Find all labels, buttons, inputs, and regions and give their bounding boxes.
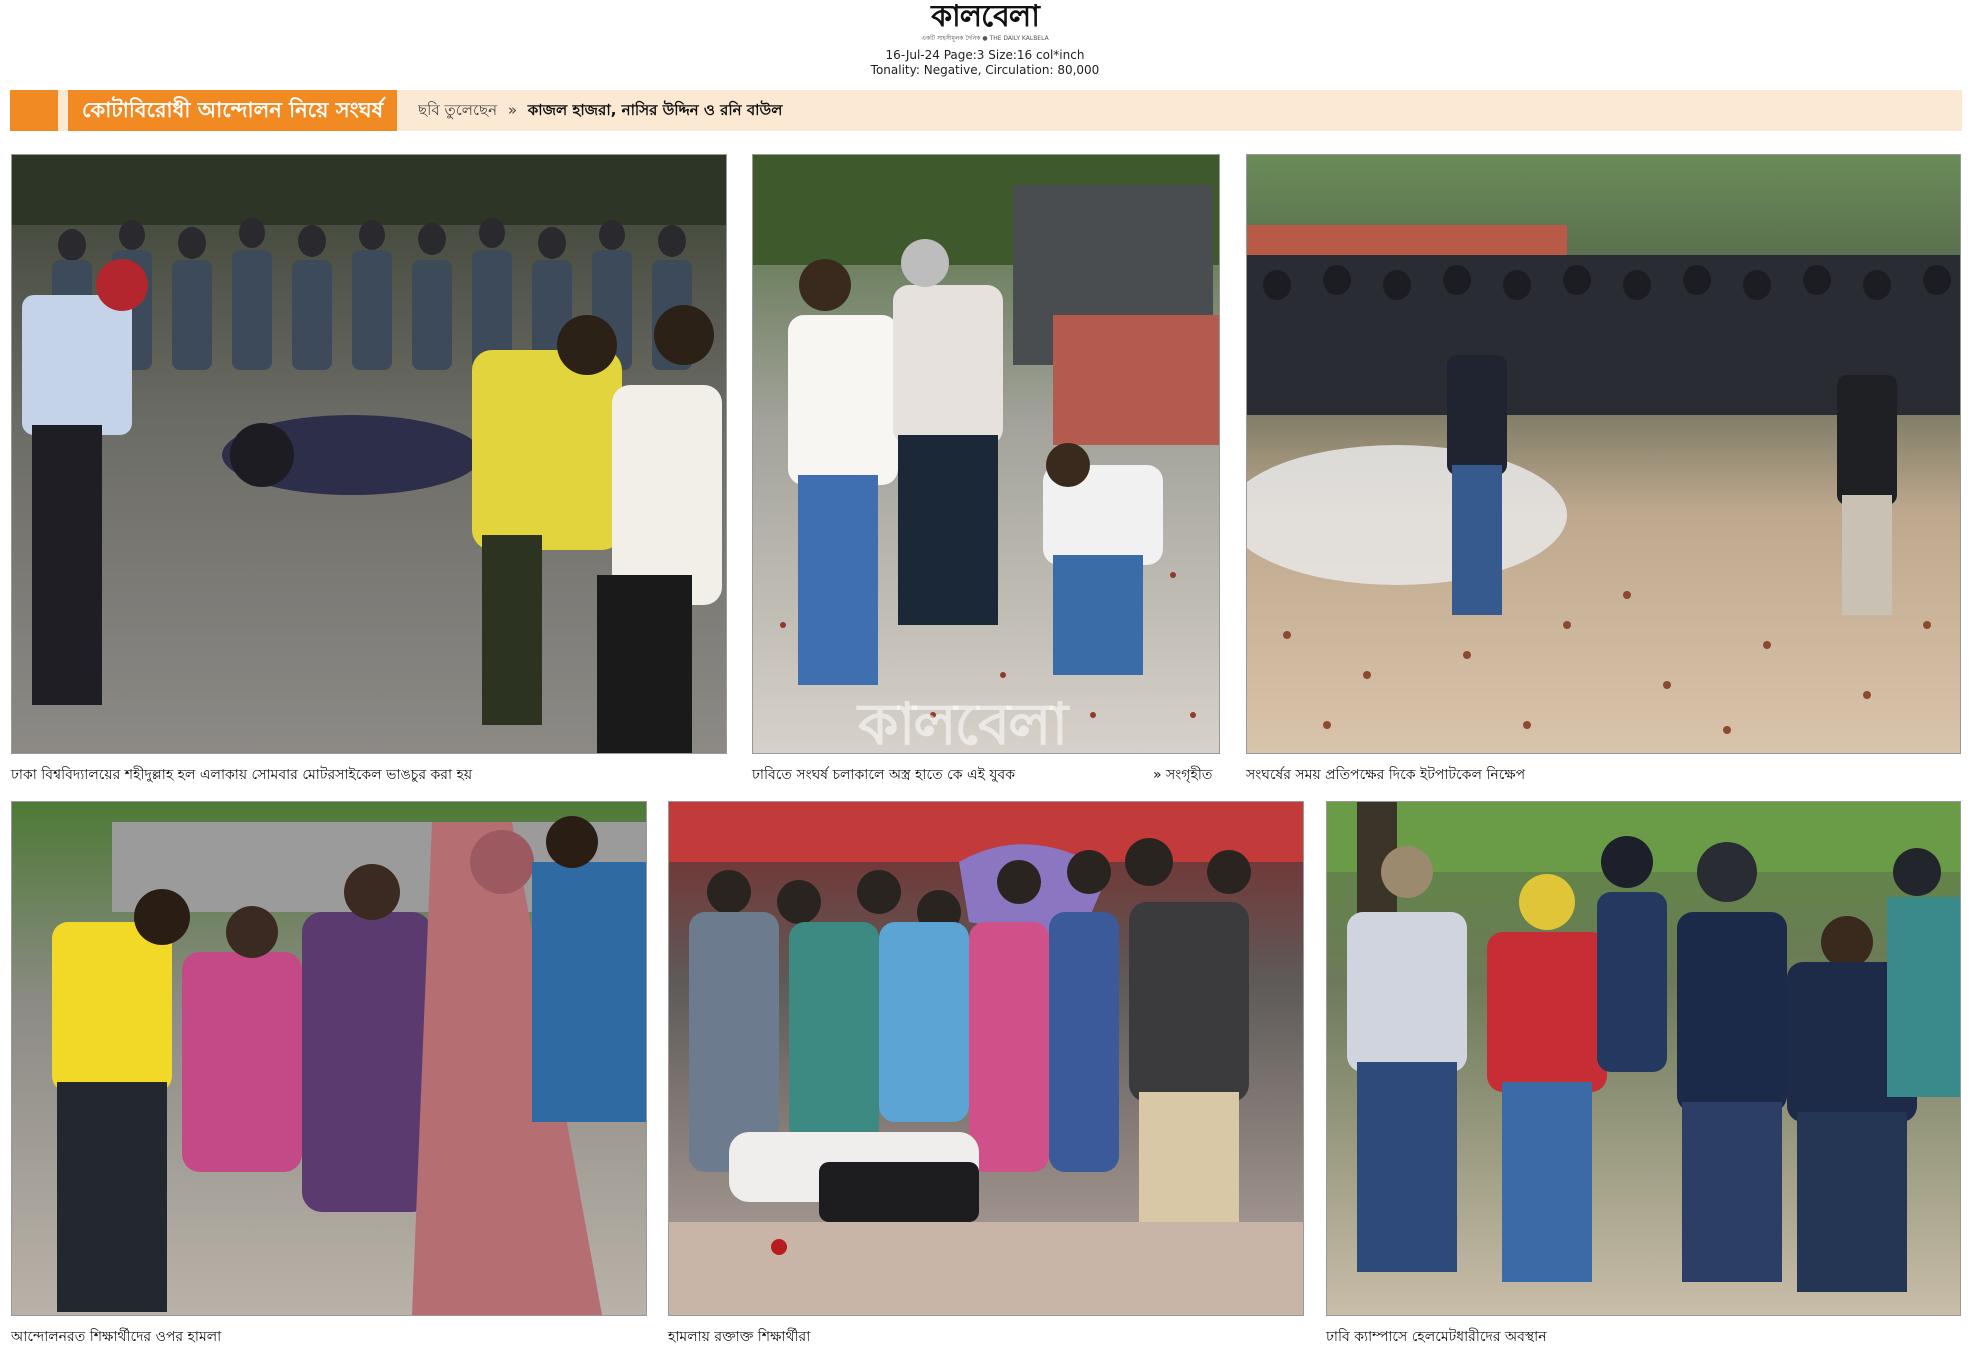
clipping-meta-date-page: 16-Jul-24 Page:3 Size:16 col*inch xyxy=(885,48,1085,62)
section-marker xyxy=(10,90,58,131)
photo-credit xyxy=(418,90,782,131)
newspaper-logo: কালবেলা xyxy=(931,0,1039,34)
photo-watermark: কালবেলা xyxy=(858,690,1067,754)
credit-separator: » xyxy=(507,101,517,119)
caption-photo-4: আন্দোলনরত শিক্ষার্থীদের ওপর হামলা xyxy=(11,1329,222,1345)
photo-injured-students xyxy=(668,801,1304,1316)
caption-photo-3: সংঘর্ষের সময় প্রতিপক্ষের দিকে ইটপাটকেল নিক্ষেপ xyxy=(1246,767,1526,783)
photo-attack-on-protesters xyxy=(11,801,647,1316)
caption-photo-6: ঢাবি ক্যাম্পাসে হেলমেটধারীদের অবস্থান xyxy=(1326,1329,1547,1345)
photo-credit-label: ছবি তুলেছেন xyxy=(418,101,498,119)
photo-credit-names: কাজল হাজরা, নাসির উদ্দিন ও রনি বাউল xyxy=(527,101,783,119)
caption-photo-5: হামলায় রক্তাক্ত শিক্ষার্থীরা xyxy=(668,1329,811,1345)
photo-armed-youth xyxy=(752,154,1220,754)
photo-source: » সংগৃহীত xyxy=(1153,767,1213,783)
masthead xyxy=(0,0,1970,80)
headline-title: কোটাবিরোধী আন্দোলন নিয়ে সংঘর্ষ xyxy=(68,90,397,131)
caption-photo-1: ঢাকা বিশ্ববিদ্যালয়ের শহীদুল্লাহ হল এলাকায় সোমবার মোটরসাইকেল ভাঙচুর করা হয় xyxy=(11,767,473,783)
clipping-meta-tonality: Tonality: Negative, Circulation: 80,000 xyxy=(870,63,1100,77)
photo-brick-throwing xyxy=(1246,154,1961,754)
headline-bar xyxy=(10,90,1962,131)
caption-photo-2: ঢাবিতে সংঘর্ষ চলাকালে অস্ত্র হাতে কে এই যুবক xyxy=(752,767,1016,783)
photo-helmeted-men-campus xyxy=(1326,801,1961,1316)
photo-motorcycle-vandalism xyxy=(11,154,727,754)
logo-subtitle: একটি সাহসীমূলক দৈনিক ● THE DAILY KALBELA xyxy=(921,35,1049,42)
